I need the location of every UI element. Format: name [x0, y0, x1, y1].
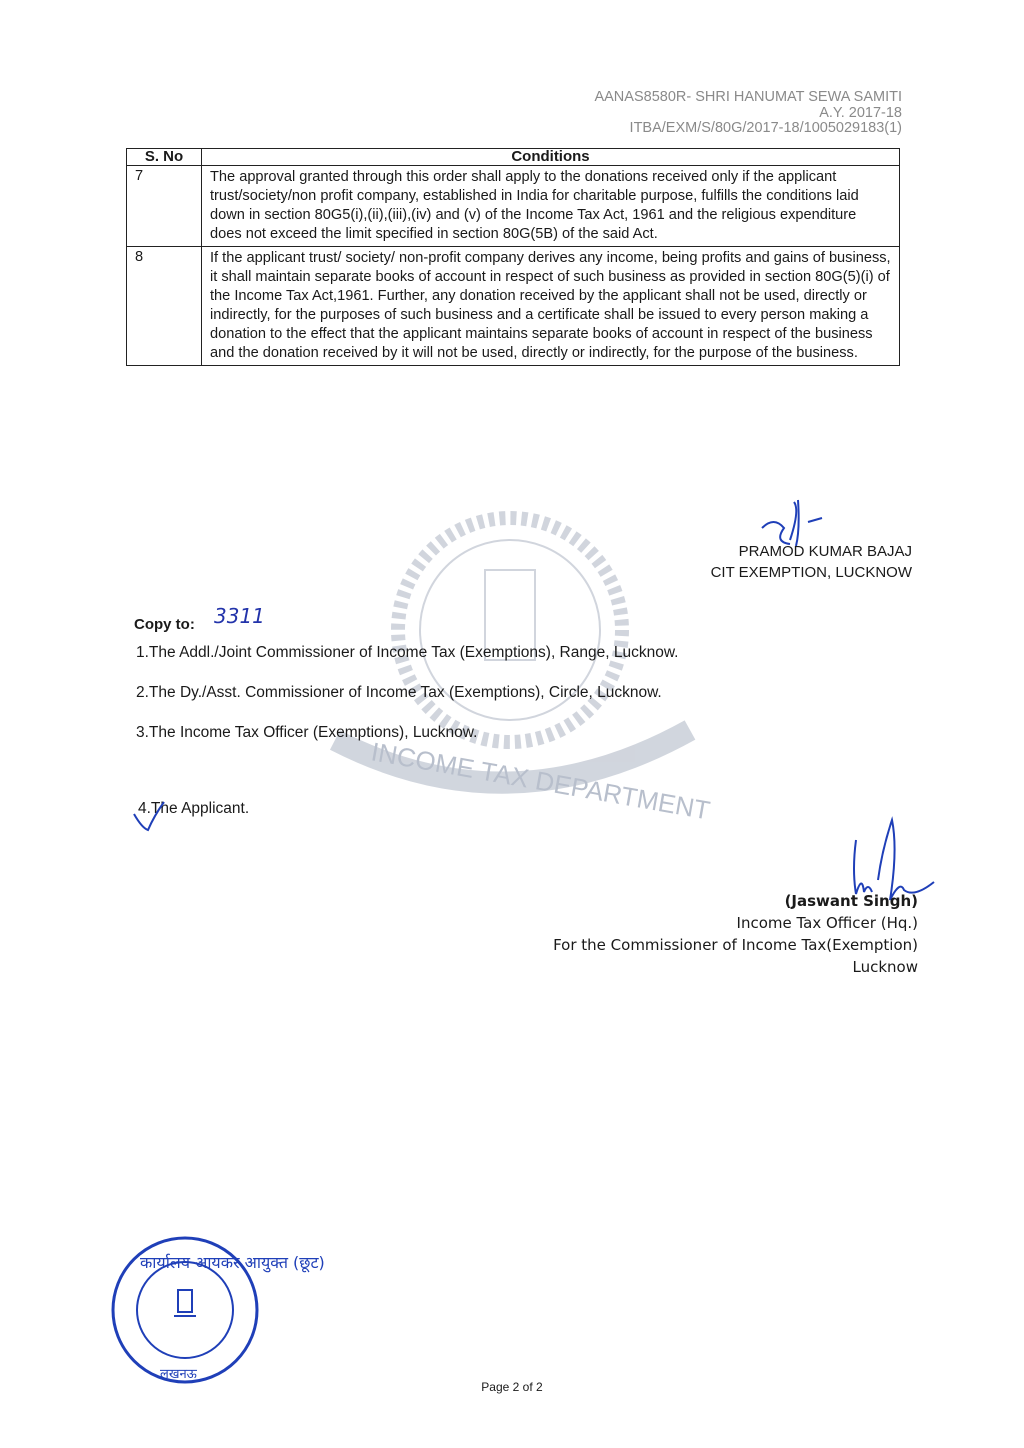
watermark-text: INCOME TAX DEPARTMENT [368, 736, 713, 826]
header-assessment-year: A.Y. 2017-18 [819, 105, 902, 121]
header-pan-name: AANAS8580R- SHRI HANUMAT SEWA SAMITI [594, 89, 902, 105]
copy-to-item: 2.The Dy./Asst. Commissioner of Income Tax (Exemptions), Circle, Lucknow. [136, 684, 662, 701]
signatory-1-title: CIT EXEMPTION, LUCKNOW [710, 564, 912, 581]
row-condition-text: If the applicant trust/ society/ non-profit company derives any income, being profits and gains of business, it shall maintain separate books of account in respect of such business as provided in section 80G(5)(i) of the Income Tax Act,1961. Further, any donation received by the applicant shall not be used, directly or indirectly, for the purposes of such business and a certificate shall be issued to every person making a donation to the effect that the applicant maintains separate books of account in respect of the business and the donation received by it will not be used, directly or indirectly, for the purpose of the business. [202, 247, 900, 366]
row-sno: 7 [127, 166, 202, 247]
signatory-2-title: Income Tax Officer (Hq.) [736, 914, 918, 932]
stamp-bottom-text: लखनऊ [160, 1367, 197, 1382]
copy-to-item: 3.The Income Tax Officer (Exemptions), Lucknow. [136, 724, 478, 741]
column-header-sno: S. No [127, 149, 202, 166]
column-header-conditions: Conditions [202, 149, 900, 166]
row-sno: 8 [127, 247, 202, 366]
copy-to-item: 1.The Addl./Joint Commissioner of Income Tax (Exemptions), Range, Lucknow. [136, 644, 679, 661]
stamp-outer-text: कार्यालय आयकर आयुक्त (छूट) [140, 1253, 325, 1272]
row-condition-text: The approval granted through this order shall apply to the donations received only if the applicant trust/society/non profit company, established in India for charitable purpose, fulfills the conditions laid down in section 80G5(i),(ii),(iii),(iv) and (v) of the Income Tax Act, 1961 and the religious expenditure does not exceed the limit specified in section 80G(5B) of the said Act. [202, 166, 900, 247]
header-reference-number: ITBA/EXM/S/80G/2017-18/1005029183(1) [629, 120, 902, 136]
copy-handwritten-number: 3311 [214, 604, 265, 628]
signatory-2-name: (Jaswant Singh) [784, 892, 918, 910]
signatory-2-for-line: For the Commissioner of Income Tax(Exemption) [553, 936, 918, 954]
copy-to-label: Copy to: [134, 616, 195, 633]
signatory-2-city: Lucknow [852, 958, 918, 976]
signatory-1-name: PRAMOD KUMAR BAJAJ [738, 543, 912, 560]
page-number: Page 2 of 2 [481, 1380, 543, 1394]
copy-to-item: 4.The Applicant. [138, 800, 250, 817]
